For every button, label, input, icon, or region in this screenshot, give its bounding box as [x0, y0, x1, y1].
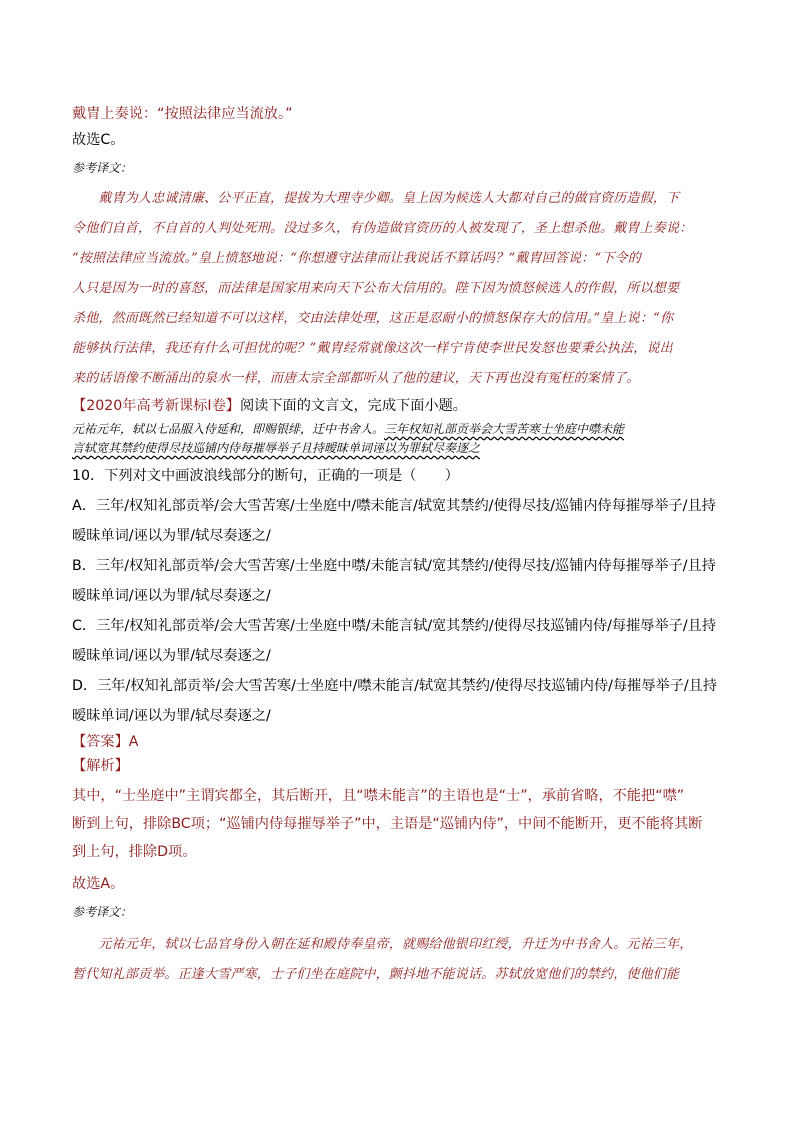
passage-wavy: 三年权知礼部贡举会大雪苦寒士坐庭中噤未能 [384, 422, 625, 436]
option-b [72, 556, 724, 606]
answer-label: 【答案】 [72, 734, 129, 750]
translation-line: 能够执行法律，我还有什么可担忧的呢？”戴胄经常就像这次一样宁肯使李世民发怒也要秉公执法，说出 [72, 341, 673, 356]
question-stem: 10．下列对文中画波浪线部分的断句，正确的一项是（ ） [72, 468, 459, 484]
option-line: C．三年/权知礼部贡举/会大雪苦寒/士坐庭中噤/未能言轼/宽其禁约/使得尽技巡铺内侍/每摧辱举子/且持 [72, 618, 717, 634]
instruction: 阅读下面的文言文，完成下面小题。 [239, 398, 467, 414]
option-a [72, 496, 724, 546]
translation-line: 元祐元年，轼以七品官身份入朝在延和殿侍奉皇帝，就赐给他银印红绶，升迁为中书舍人。元祐三年， [72, 937, 693, 952]
analysis-label: 【解析】 [72, 758, 129, 774]
passage-wavy: 言轼宽其禁约使得尽技巡铺内侍每摧辱举子且持暧昧单词诬以为罪轼尽奏逐之 [72, 441, 481, 455]
option-line: 暧昧单词/诬以为罪/轼尽奏逐之/ [72, 708, 271, 724]
translation-line: 人只是因为一时的喜怒，而法律是国家用来向天下公布大信用的。陛下因为愤怒候选人的作假，所以想要 [72, 281, 680, 296]
option-line: B．三年/权知礼部贡举/会大雪苦寒/士坐庭中噤/未能言轼/宽其禁约/使得尽技/巡铺内侍每摧辱举子/且持 [72, 558, 716, 574]
option-c [72, 616, 724, 666]
passage-line [72, 439, 724, 458]
option-line: 暧昧单词/诬以为罪/轼尽奏逐之/ [72, 588, 271, 604]
question-header [72, 396, 724, 416]
passage-line [72, 420, 724, 439]
translation-block [72, 184, 724, 394]
passage-plain: 元祐元年，轼以七品服入侍延和，即赐银绯，迁中书舍人。 [72, 422, 385, 436]
translation-line: 来的话语像不断涌出的泉水一样，而唐太宗全部都听从了他的建议，天下再也没有冤枉的案情了。 [72, 371, 640, 386]
analysis-line: 断到上句，排除BC项；“巡铺内侍每摧辱举子”中，主语是“巡铺内侍”，中间不能断开，更不能将其断 [72, 816, 703, 832]
reference-label: 参考译文： [72, 161, 133, 175]
option-line: D．三年/权知礼部贡举/会大雪苦寒/士坐庭中/噤未能言/轼宽其禁约/使得尽技巡铺内侍/每摧辱举子/且持 [72, 678, 718, 694]
answer-value: A [128, 734, 139, 750]
translation-line: “按照法律应当流放。”皇上愤怒地说：“你想遵守法律而让我说话不算话吗？”戴胄回答说：“下令的 [72, 251, 641, 266]
text-line: 故选C。 [72, 132, 125, 148]
translation-line: 戴胄为人忠诚清廉、公平正直，提拔为大理寺少卿。皇上因为候选人大都对自己的做官资历造假，下 [72, 191, 680, 206]
translation-line: 杀他，然而既然已经知道不可以这样，交由法律处理，这正是忍耐小的愤怒保存大的信用。”皇上说：“你 [72, 311, 674, 326]
analysis-block [72, 782, 724, 866]
source-tag: 【2020年高考新课标Ⅰ卷】 [72, 398, 240, 414]
option-list [72, 496, 724, 726]
option-d [72, 676, 724, 726]
answer-line [72, 732, 724, 752]
option-line: A．三年/权知礼部贡举/会大雪苦寒/士坐庭中/噤未能言/轼宽其禁约/使得尽技/巡铺内侍每摧辱举子/且持 [72, 498, 716, 514]
option-line: 暧昧单词/诬以为罪/轼尽奏逐之/ [72, 528, 271, 544]
analysis-line: 到上句，排除D项。 [72, 844, 197, 860]
document-page [72, 96, 724, 990]
conclusion: 故选A。 [72, 876, 125, 892]
translation-block [72, 930, 724, 990]
reference-label: 参考译文： [72, 905, 133, 919]
option-line: 暧昧单词/诬以为罪/轼尽奏逐之/ [72, 648, 271, 664]
passage [72, 420, 724, 458]
text-line: 戴胄上奏说：“按照法律应当流放。” [72, 106, 293, 122]
analysis-line: 其中，“士坐庭中”主谓宾都全，其后断开，且“噤未能言”的主语也是“士”，承前省略，不能把“噤” [72, 788, 685, 804]
translation-line: 令他们自首，不自首的人判处死刑。没过多久，有伪造做官资历的人被发现了，圣上想杀他。戴胄上奏说： [72, 221, 693, 236]
translation-line: 暂代知礼部贡举。正逢大雪严寒，士子们坐在庭院中，颤抖地不能说话。苏轼放宽他们的禁约，使他们能 [72, 967, 680, 982]
